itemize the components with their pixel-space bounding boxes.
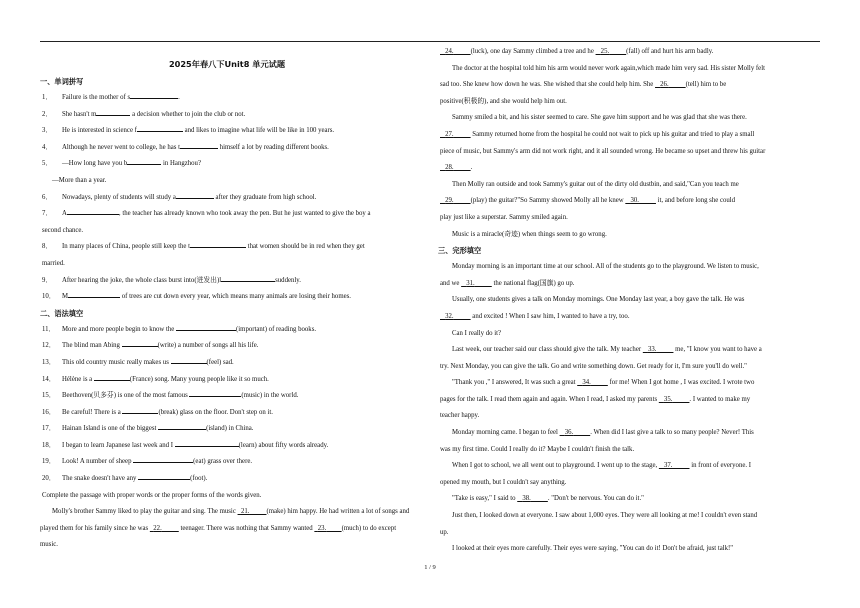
question-text: Be careful! There is a xyxy=(62,408,123,416)
answer-blank[interactable] xyxy=(68,289,120,298)
question-text: He is interested in science f xyxy=(62,127,137,135)
grammar-item xyxy=(40,438,414,455)
question-number: 16． xyxy=(42,408,56,416)
passage-text: teenager. There was nothing that xyxy=(178,524,269,532)
question-text: Beethoven(贝多芬) is one of the most famous xyxy=(62,392,190,400)
question-text: (feel) sad. xyxy=(206,358,234,366)
answer-blank[interactable] xyxy=(176,190,214,199)
question-text: —More than a year. xyxy=(52,176,107,184)
spelling-item xyxy=(40,239,414,256)
passage-text: When I got to school, we all went out to playground. I went up to the stage, xyxy=(452,462,659,470)
question-number: 20． xyxy=(42,475,56,483)
section-heading-spelling: 一、单词拼写 xyxy=(40,77,84,86)
numbered-blank[interactable]: 37. xyxy=(664,462,673,470)
question-text: of trees are cut down every year, which means many animals are losing their homes. xyxy=(120,293,351,301)
question-text: Hainan Island is one of the biggest xyxy=(62,425,159,433)
passage-text: Monday morning came. I began to feel xyxy=(452,429,560,437)
passage-line xyxy=(438,94,820,111)
passage-text: I looked at their eyes more carefully. Their eyes were saying, "You can do it! Don't be afraid, just talk!" xyxy=(452,545,734,553)
passage-text: Sammy wanted xyxy=(270,524,315,532)
passage-line xyxy=(438,475,820,492)
grammar-item xyxy=(40,421,414,438)
question-text: a decision whether to join the club or not. xyxy=(130,110,246,118)
numbered-blank[interactable]: 35. xyxy=(663,395,673,403)
passage-text: Sammy smiled a bit, and his sister seemed to care. She gave him support and he was glad that she was there. xyxy=(452,114,747,122)
passage-text: up. xyxy=(440,528,449,536)
numbered-blank[interactable]: 26. xyxy=(660,81,669,89)
passage-text: for me! When I got home , I was excited. I wrote two xyxy=(607,379,755,387)
passage-text: . xyxy=(470,164,473,172)
answer-blank[interactable] xyxy=(158,421,206,430)
question-text: himself a lot by reading different books. xyxy=(217,143,329,151)
grammar-item xyxy=(40,388,414,405)
numbered-blank[interactable]: 24. xyxy=(445,48,454,55)
question-text: She hasn't m xyxy=(62,110,97,118)
question-number: 18． xyxy=(42,441,56,449)
passage-paragraph xyxy=(40,504,414,554)
passage-line xyxy=(438,210,820,227)
passage-text: and we xyxy=(440,279,462,287)
question-text: (foot). xyxy=(190,475,208,483)
passage-line xyxy=(438,259,820,276)
passage-text: the national flag(国旗) go up. xyxy=(491,279,575,287)
grammar-item xyxy=(40,405,414,422)
question-text: married. xyxy=(42,259,65,267)
question-number: 13． xyxy=(42,358,56,366)
question-text: In many places of China, people still keep the t xyxy=(62,243,190,251)
question-text: (write) a number of songs all his life. xyxy=(157,342,259,350)
passage-text: play just like a superstar. Sammy smiled again. xyxy=(440,213,568,221)
passage-line xyxy=(438,77,820,94)
question-text: Nowadays, plenty of students will study a xyxy=(62,193,176,201)
spelling-item xyxy=(40,273,414,290)
passage-text: piece of music, but Sammy's arm did not work right, and it all sounded wrong. He became so upset and threw his guitar xyxy=(440,147,766,155)
right-column xyxy=(438,44,820,558)
question-number: 9． xyxy=(42,276,53,284)
passage-line xyxy=(438,525,820,542)
passage-text: . I wanted to make my xyxy=(689,395,751,403)
numbered-blank[interactable]: 34. xyxy=(582,379,591,387)
question-number: 19． xyxy=(42,458,56,466)
question-text: This old country music really makes us xyxy=(62,358,171,366)
passage-line xyxy=(438,127,820,144)
blank-21[interactable]: 21. xyxy=(240,508,250,516)
question-number: 2． xyxy=(42,110,53,118)
spelling-item xyxy=(40,256,414,273)
passage-line xyxy=(438,44,820,61)
question-text: (important) of reading books. xyxy=(236,325,317,333)
passage-text: in front of everyone. I xyxy=(689,462,752,470)
passage-line xyxy=(438,309,820,326)
passage-line xyxy=(438,193,820,210)
spelling-list xyxy=(40,90,414,306)
passage-line xyxy=(438,276,820,293)
spelling-item xyxy=(40,156,414,173)
question-text: The snake doesn't have any xyxy=(62,475,139,483)
blank-22[interactable]: 22. xyxy=(153,524,162,532)
passage-text: (fall) off and hurt his arm badly. xyxy=(626,48,714,55)
question-text: in Hangzhou? xyxy=(161,160,201,168)
question-text: and likes to imagine what life will be like in 100 years. xyxy=(182,127,335,135)
grammar-list xyxy=(40,322,414,488)
passage-text: pages for the talk. I read them again and again. When I read, I asked my parents xyxy=(440,395,659,403)
passage-line xyxy=(438,144,820,161)
passage-line xyxy=(438,359,820,376)
spelling-item xyxy=(40,107,414,124)
answer-blank[interactable] xyxy=(67,206,119,215)
answer-blank[interactable] xyxy=(122,338,158,347)
passage-text: written a lot of songs and played them for his family since he was xyxy=(40,508,410,532)
question-text: (learn) about fifty words already. xyxy=(238,441,329,449)
passage-line xyxy=(438,375,820,392)
spelling-item xyxy=(40,173,414,190)
question-text: . xyxy=(178,94,180,101)
question-number: 7． xyxy=(42,210,53,218)
question-number: 10． xyxy=(42,293,56,301)
passage-text: was my first time. Could I really do it? Maybe I couldn't finish the talk. xyxy=(440,445,635,453)
grammar-item xyxy=(40,454,414,471)
question-text: Although he never went to college, he has t xyxy=(62,143,180,151)
grammar-item xyxy=(40,372,414,389)
passage-text: The doctor at the hospital told him his arm would never work again,which made him very sad. His sister Molly felt xyxy=(452,64,765,72)
answer-blank[interactable] xyxy=(94,372,130,381)
passage-line xyxy=(438,160,820,177)
passage-line xyxy=(438,541,820,558)
answer-blank[interactable] xyxy=(138,471,190,480)
spelling-item xyxy=(40,289,414,306)
numbered-blank[interactable]: 32. xyxy=(445,312,454,320)
numbered-blank[interactable]: 28. xyxy=(445,164,454,172)
question-number: 17． xyxy=(42,425,56,433)
spelling-item xyxy=(40,90,414,107)
passage-line xyxy=(438,392,820,409)
answer-blank[interactable] xyxy=(127,156,161,165)
question-number: 4． xyxy=(42,143,53,151)
answer-blank[interactable] xyxy=(171,355,207,364)
passage-line xyxy=(438,177,820,194)
question-text: , the teacher has already known who took away the pen. But he just wanted to give the boy a xyxy=(118,210,371,218)
question-number: 14． xyxy=(42,375,56,383)
answer-blank[interactable] xyxy=(130,90,178,99)
numbered-blank[interactable]: 29. xyxy=(445,197,454,205)
question-text: The blind man Abing xyxy=(62,342,122,350)
passage-text: (luck), one day Sammy climbed a tree and he xyxy=(470,48,596,55)
question-text: A xyxy=(62,210,67,218)
question-text: (eat) grass over there. xyxy=(193,458,253,466)
answer-blank[interactable] xyxy=(189,388,241,397)
spelling-item xyxy=(40,206,414,223)
spelling-item xyxy=(40,140,414,157)
passage-text: . When did I last give a talk to so many people? Never! This xyxy=(590,429,754,437)
passage-text: Sammy returned home from the hospital he could not wait to pick up his guitar and tried to play a small xyxy=(470,130,755,138)
answer-blank[interactable] xyxy=(137,123,183,132)
question-number: 12． xyxy=(42,342,56,350)
numbered-blank[interactable]: 36. xyxy=(564,429,574,437)
top-rule xyxy=(40,41,820,42)
passage-text: teacher happy. xyxy=(440,412,480,420)
numbered-blank[interactable]: 31. xyxy=(466,279,475,287)
question-number: 15． xyxy=(42,392,56,400)
passage-text: "Thank you ," I answered, It was such a great xyxy=(452,379,578,387)
answer-blank[interactable] xyxy=(180,140,218,149)
question-text: that women should be in red when they get xyxy=(245,243,365,251)
section-heading-grammar: 二、语法填空 xyxy=(40,308,84,318)
passage-text: sad too. She knew how down he was. She wished that she could help him. She xyxy=(440,81,656,89)
answer-blank[interactable] xyxy=(122,405,158,414)
passage-text: Music is a miracle(奇迹) when things seem to go wrong. xyxy=(452,230,607,238)
passage-line xyxy=(438,342,820,359)
question-number: 8． xyxy=(42,243,53,251)
question-number: 6． xyxy=(42,193,53,201)
answer-blank[interactable] xyxy=(96,107,130,116)
passage-text: . "Don't be nervous. You can do it." xyxy=(547,495,644,503)
question-text: After hearing the joke, the whole class burst into(迸发出)l xyxy=(62,276,222,284)
question-text: Failure is the mother of s xyxy=(62,94,131,101)
left-column xyxy=(40,44,414,554)
passage-line xyxy=(438,227,820,244)
spelling-item xyxy=(40,223,414,240)
question-text: M xyxy=(62,293,69,301)
passage-text: Just then, I looked down at everyone. I saw about 1,000 eyes. They were all looking at me! I couldn't even stand xyxy=(452,512,758,520)
passage-line xyxy=(438,491,820,508)
question-text: (break) glass on the floor. Don't step on it. xyxy=(158,408,273,416)
answer-blank[interactable] xyxy=(175,438,239,447)
answer-blank[interactable] xyxy=(221,273,275,282)
question-number: 11． xyxy=(42,325,56,333)
passage-line xyxy=(438,458,820,475)
passage-line xyxy=(438,508,820,525)
passage-text: and excited ! When I saw him, I wanted to have a try, too. xyxy=(470,312,630,320)
passage-text: me, "I know you want to have a xyxy=(673,346,762,354)
passage-text: positive(积极的), and she would help him out. xyxy=(440,97,567,105)
question-text: after they graduate from high school. xyxy=(213,193,317,201)
passage-text: it, and before long she could xyxy=(655,197,736,205)
question-number: 5． xyxy=(42,160,53,168)
passage-line xyxy=(438,110,820,127)
grammar-item xyxy=(40,322,414,339)
question-text: Hélène is a xyxy=(62,375,94,383)
passage-text: (much) to do except music. xyxy=(40,524,397,549)
grammar-item xyxy=(40,471,414,488)
passage-line xyxy=(438,442,820,459)
passage-line xyxy=(438,292,820,309)
passage-text: "Take is easy," I said to xyxy=(452,495,518,503)
grammar-item xyxy=(40,355,414,372)
passage-text: Can I really do it? xyxy=(452,329,502,337)
question-text: More and more people begin to know the xyxy=(62,325,177,333)
passage-text: (play) the guitar?"So Sammy showed Molly all he knew xyxy=(470,197,626,205)
question-text: second chance. xyxy=(42,226,84,234)
numbered-blank[interactable]: 30. xyxy=(630,197,639,205)
passage-text: Monday morning is an important time at our school. All of the students go to the playground. We listen to music, xyxy=(452,263,759,271)
answer-blank[interactable] xyxy=(190,239,246,248)
passage-text: opened my mouth, but I couldn't say anything. xyxy=(440,478,567,486)
passage-text: Usually, one students gives a talk on Monday mornings. One Monday last year, a boy gave the talk. He was xyxy=(452,296,745,304)
question-text: I began to learn Japanese last week and I xyxy=(62,441,175,449)
passage-text: (make) him happy. He had xyxy=(266,508,339,516)
numbered-blank[interactable]: 25. xyxy=(600,48,610,55)
passage-text: try. Next Monday, you can give the talk. Go and write something down. Get ready for it, I'm sure you'll do well." xyxy=(440,362,747,370)
page-title: 2025年春八下Unit8 单元试题 xyxy=(168,59,286,69)
passage-line xyxy=(438,61,820,78)
numbered-blank[interactable]: 38. xyxy=(522,495,531,503)
question-text: (island) in China. xyxy=(206,425,254,433)
question-text: suddenly. xyxy=(275,276,301,284)
passage-text: Then Molly ran outside and took Sammy's guitar out of the dirty old dustbin, and said,"Can you teach me xyxy=(452,180,739,188)
passage-line xyxy=(438,408,820,425)
blank-23[interactable]: 23. xyxy=(317,524,327,532)
page-number: 1 / 9 xyxy=(424,564,436,571)
passage-line xyxy=(438,326,820,343)
question-number: 1． xyxy=(42,94,53,101)
passage-text: Last week, our teacher said our class should give the talk. My teacher xyxy=(452,346,643,354)
section-heading-cloze: 三、完形填空 xyxy=(438,246,482,256)
grammar-item xyxy=(40,338,414,355)
numbered-blank[interactable]: 33. xyxy=(647,346,657,354)
question-text: (France) song. Many young people like it so much. xyxy=(129,375,269,383)
answer-blank[interactable] xyxy=(133,454,193,463)
question-text: (music) in the world. xyxy=(241,392,299,400)
passage-text: (tell) him to be xyxy=(685,81,727,89)
spelling-item xyxy=(40,123,414,140)
answer-blank[interactable] xyxy=(176,322,236,331)
instruction: Complete the passage with proper words or the proper forms of the words given. xyxy=(42,491,262,499)
passage-text: Molly's brother Sammy liked to play the guitar and sing. The music xyxy=(52,508,238,516)
question-number: 3． xyxy=(42,127,53,135)
question-text: Look! A number of sheep xyxy=(62,458,134,466)
spelling-item xyxy=(40,190,414,207)
question-text: —How long have you b xyxy=(62,160,128,168)
passage-line xyxy=(438,425,820,442)
numbered-blank[interactable]: 27. xyxy=(445,130,454,138)
